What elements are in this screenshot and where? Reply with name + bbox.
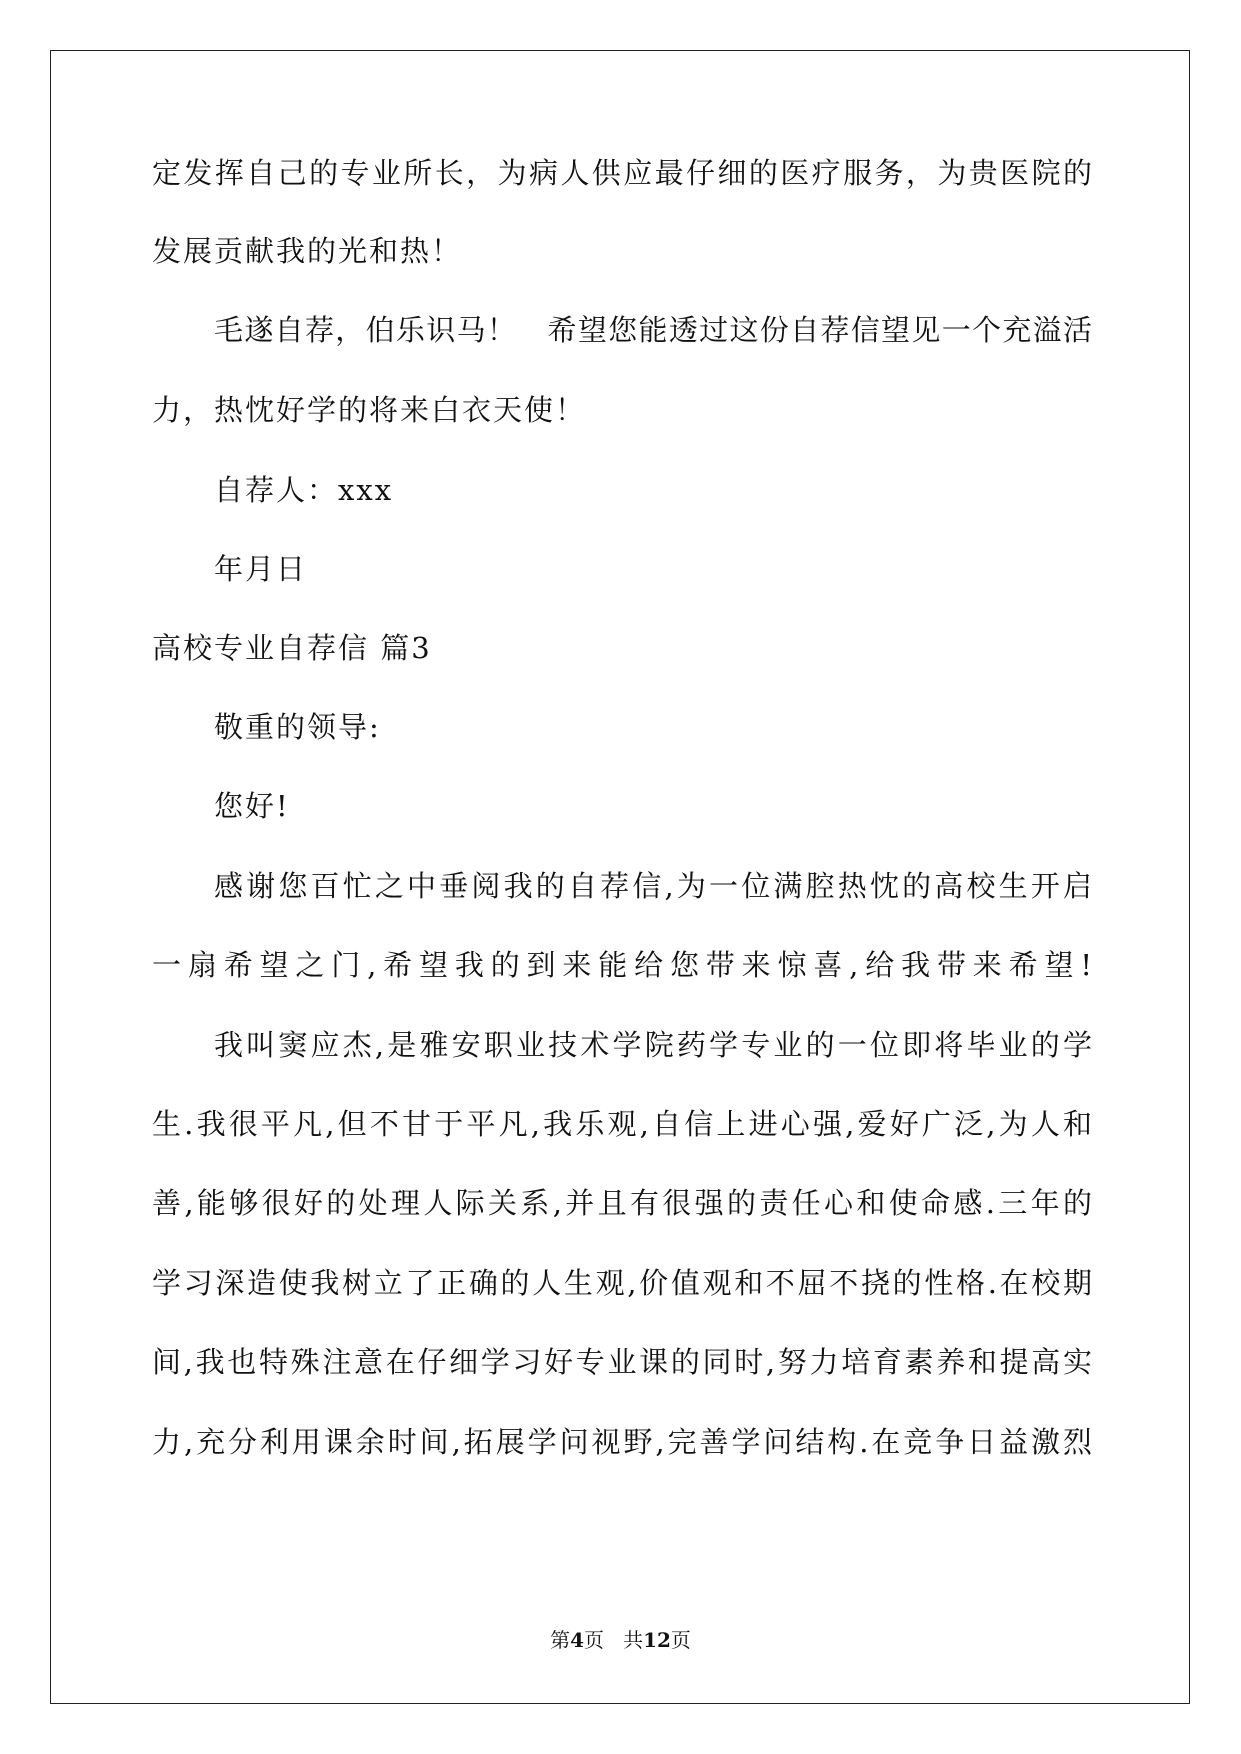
signature-line: 自荐人：xxx [214, 473, 394, 507]
greeting: 您好! [214, 789, 290, 823]
page-footer [0, 1628, 1241, 1652]
body-line-3: 毛遂自荐，伯乐识马！ 希望您能透过这份自荐信望见一个充溢活 [214, 313, 1092, 347]
body-line-1: 定发挥自己的专业所长，为病人供应最仔细的医疗服务，为贵医院的 [152, 156, 1092, 190]
body-line-12: 我叫窦应杰,是雅安职业技术学院药学专业的一位即将毕业的学 [214, 1028, 1092, 1062]
footer-total-prefix: 共 [623, 1628, 644, 1652]
body-line-15: 学习深造使我树立了正确的人生观,价值观和不屈不挠的性格.在校期 [152, 1266, 1092, 1300]
date-line: 年月日 [214, 552, 308, 586]
body-line-13: 生.我很平凡,但不甘于平凡,我乐观,自信上进心强,爱好广泛,为人和 [152, 1107, 1092, 1141]
salutation: 敬重的领导: [214, 710, 381, 744]
body-line-2: 发展贡献我的光和热！ [152, 234, 463, 268]
footer-page-unit: 页 [584, 1628, 604, 1652]
footer-total-unit: 页 [670, 1628, 691, 1652]
footer-prefix: 第 [550, 1628, 571, 1652]
body-line-14: 善,能够很好的处理人际关系,并且有很强的责任心和使命感.三年的 [152, 1186, 1092, 1220]
section-heading: 高校专业自荐信 篇3 [152, 631, 432, 665]
body-line-4: 力，热忱好学的将来白衣天使！ [152, 393, 587, 427]
body-line-10: 感谢您百忙之中垂阅我的自荐信,为一位满腔热忱的高校生开启 [214, 869, 1092, 903]
body-line-16: 间,我也特殊注意在仔细学习好专业课的同时,努力培育素养和提高实 [152, 1345, 1092, 1379]
current-page-number: 4 [570, 1628, 584, 1652]
body-line-11: 一扇希望之门,希望我的到来能给您带来惊喜,给我带来希望! [152, 948, 1092, 982]
body-line-17: 力,充分利用课余时间,拓展学问视野,完善学问结构.在竞争日益激烈 [152, 1425, 1092, 1459]
total-page-number: 12 [643, 1628, 671, 1652]
